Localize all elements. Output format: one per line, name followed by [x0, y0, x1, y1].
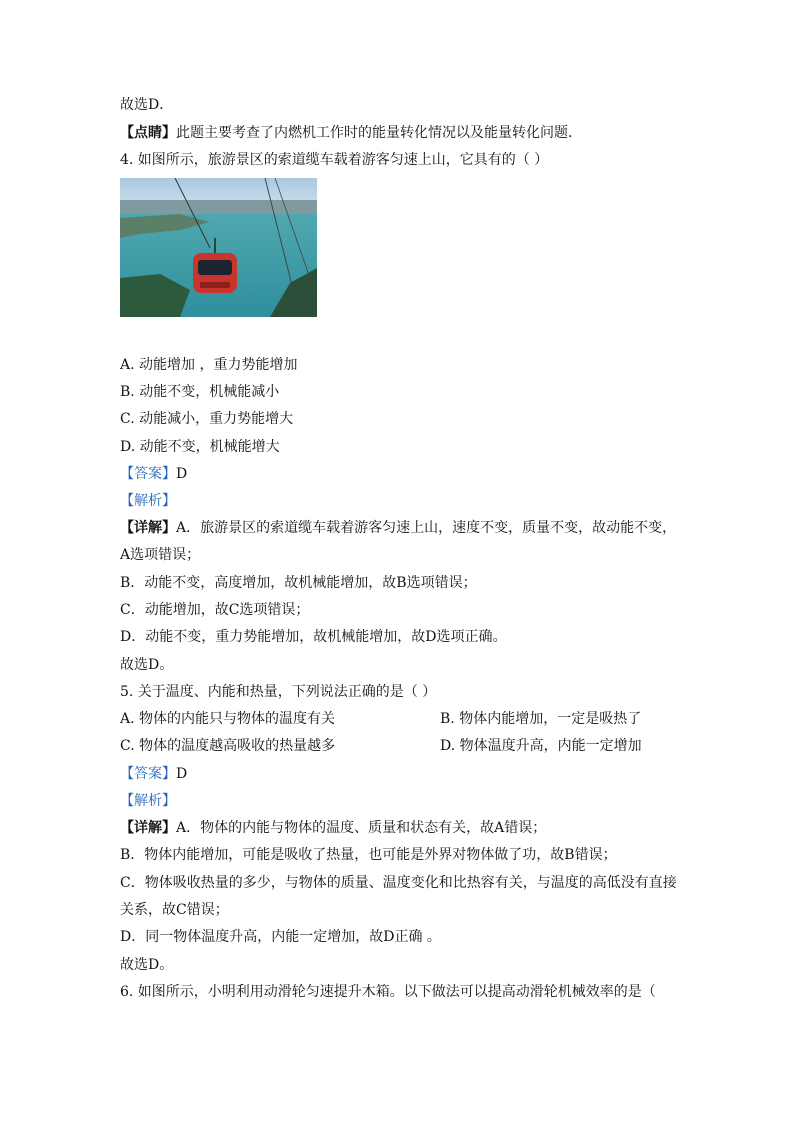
question-4-stem: 4. 如图所示，旅游景区的索道缆车载着游客匀速上山，它具有的（ ） [120, 152, 549, 168]
q4-option-d: D. 动能不变，机械能增大 [120, 439, 280, 455]
q5-detail-line-1 [120, 819, 546, 837]
q5-detail-line-4: 关系，故C错误； [120, 902, 229, 918]
note-line [120, 124, 582, 142]
q4-detail-line-1 [120, 519, 676, 537]
q4-detail-line-3: B．动能不变，高度增加，故机械能增加，故B选项错误； [120, 575, 477, 591]
q4-analysis-tag: 【解析】 [120, 493, 176, 509]
q5-option-b: B. 物体内能增加，一定是吸热了 [440, 711, 642, 727]
q5-detail-line-3: C．物体吸收热量的多少，与物体的质量、温度变化和比热容有关，与温度的高低没有直接 [120, 875, 677, 891]
q4-conclusion: 故选D。 [120, 657, 174, 673]
detail-tag: 【详解】 [120, 520, 176, 536]
q5-option-c: C. 物体的温度越高吸收的热量越多 [120, 738, 336, 754]
q4-detail-line-5: D．动能不变，重力势能增加，故机械能增加，故D选项正确。 [120, 629, 507, 645]
previous-conclusion: 故选D． [120, 97, 174, 113]
cable-car-photo [120, 178, 317, 317]
q5-option-a: A. 物体的内能只与物体的温度有关 [120, 711, 336, 727]
note-tag: 【点睛】 [120, 125, 176, 141]
q5-detail-line-5: D．同一物体温度升高，内能一定增加，故D正确 。 [120, 929, 441, 945]
answer-tag: 【答案】 [120, 466, 176, 482]
q5-option-d: D. 物体温度升高，内能一定增加 [440, 738, 642, 754]
q5-analysis-tag: 【解析】 [120, 793, 176, 809]
detail-text: A．物体的内能与物体的温度、质量和状态有关，故A错误； [176, 820, 547, 836]
q4-option-a: A. 动能增加 ，重力势能增加 [120, 357, 298, 373]
answer-value: D [176, 766, 188, 782]
q4-detail-line-4: C．动能增加，故C选项错误； [120, 602, 310, 618]
answer-tag: 【答案】 [120, 766, 176, 782]
q5-detail-line-2: B．物体内能增加，可能是吸收了热量，也可能是外界对物体做了功，故B错误； [120, 847, 617, 863]
question-5-stem: 5. 关于温度、内能和热量，下列说法正确的是（ ） [120, 684, 437, 700]
q5-conclusion: 故选D。 [120, 957, 174, 973]
detail-tag: 【详解】 [120, 820, 176, 836]
q5-answer [120, 765, 187, 783]
detail-text: A．旅游景区的索道缆车载着游客匀速上山，速度不变，质量不变，故动能不变， [176, 520, 677, 536]
q4-detail-line-2: A选项错误； [120, 547, 201, 563]
q4-option-c: C. 动能减小，重力势能增大 [120, 411, 294, 427]
question-6-stem: 6. 如图所示，小明利用动滑轮匀速提升木箱。以下做法可以提高动滑轮机械效率的是（ [120, 984, 656, 1000]
q4-answer [120, 465, 187, 483]
note-text: 此题主要考查了内燃机工作时的能量转化情况以及能量转化问题． [176, 125, 582, 141]
q4-option-b: B. 动能不变，机械能减小 [120, 384, 280, 400]
answer-value: D [176, 466, 188, 482]
